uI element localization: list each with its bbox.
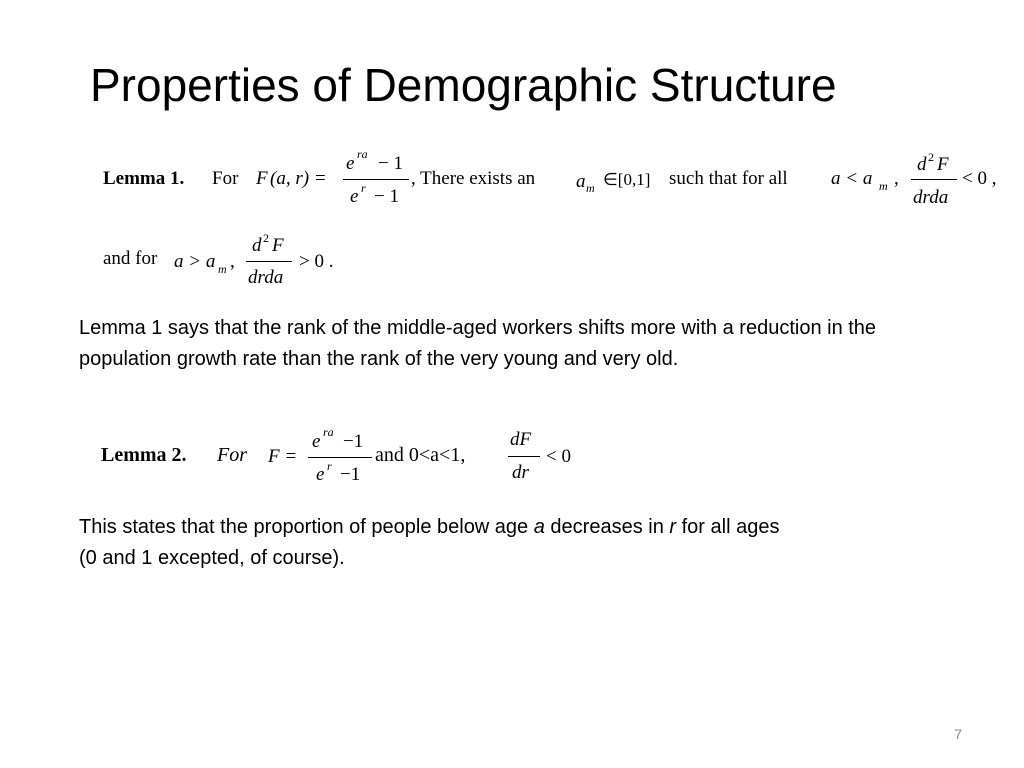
lemma1-am-sub: m (586, 181, 595, 195)
lemma1-d2F2-den: drda (248, 267, 284, 288)
lemma1-args: (a, r) = (270, 168, 327, 189)
lemma2-num-base: e (312, 431, 321, 452)
lemma1-d2F-den: drda (913, 187, 949, 208)
lemma2-explanation (79, 512, 959, 574)
lemma1-for: For (212, 168, 239, 189)
lemma2-dF-den: dr (512, 462, 529, 483)
lemma2-for: For (217, 444, 247, 466)
lemma1-such-that: such that for all (669, 168, 788, 189)
lemma1-cond1-comma: , (894, 168, 899, 189)
lemma1-frac-num-exp: ra (357, 147, 368, 161)
lemma1-cond1: a < a (831, 168, 873, 189)
lemma2-dF-bar (508, 456, 540, 457)
lemma2-label: Lemma 2. (101, 444, 187, 466)
lemma1-d2F2-d: d (252, 235, 262, 256)
lemma1-and-for: and for (103, 248, 158, 269)
lemma1-d2F-exp: 2 (928, 150, 934, 164)
lemma2-condition: and 0<a<1, (375, 444, 466, 466)
lemma2-ineq: < 0 (546, 446, 571, 467)
lemma2-explanation-a: a (533, 516, 545, 538)
lemma2-explanation-line2: (0 and 1 excepted, of course). (79, 547, 345, 569)
lemma1-explanation: Lemma 1 says that the rank of the middle-aged workers shifts more with a reduction in the population growth rate than the rank of the very young and very old. (79, 317, 877, 370)
lemma1-frac-den-exp: r (361, 181, 366, 195)
lemma1-cond2-comma: , (230, 251, 235, 272)
lemma1-am-a: a (576, 171, 586, 192)
lemma2-explanation-part3: for all ages (676, 516, 780, 538)
lemma1-frac-den-base: e (350, 186, 359, 207)
lemma1-cond1-sub: m (879, 179, 888, 193)
page-number: 7 (954, 726, 962, 742)
lemma1-ineq2: > 0 . (299, 251, 334, 272)
lemma2-explanation-r: r (669, 516, 677, 538)
lemma1-frac-num-base: e (346, 153, 355, 174)
lemma2-dF-num: dF (510, 429, 532, 450)
slide-title: Properties of Demographic Structure (90, 59, 837, 111)
lemma1-label: Lemma 1. (103, 168, 185, 189)
lemma2-fraction-bar (308, 457, 372, 458)
lemma2-den-tail: −1 (340, 464, 361, 485)
lemma1-F: F (256, 168, 268, 189)
lemma1-frac-num-tail: − 1 (378, 153, 403, 174)
lemma2-F-eq: F = (268, 446, 298, 467)
lemma2-explanation-part1: This states that the proportion of people below age (79, 516, 534, 538)
lemma1-ineq1: < 0 , (962, 168, 997, 189)
lemma2-num-exp: ra (323, 425, 334, 439)
lemma1-there-exists: , There exists an (411, 168, 536, 189)
lemma1-cond2-sub: m (218, 262, 227, 276)
lemma1-interval: ∈[0,1] (603, 170, 651, 189)
lemma2-explanation-part2: decreases in (544, 516, 670, 538)
lemma2-num-tail: −1 (343, 431, 364, 452)
lemma1-cond2: a > a (174, 251, 216, 272)
lemma2-den-base: e (316, 464, 325, 485)
lemma1-d2F-d: d (917, 154, 927, 175)
lemma1-d2F-F: F (937, 154, 949, 175)
lemma1-d2F2-exp: 2 (263, 231, 269, 245)
lemma2-den-exp: r (327, 459, 332, 473)
lemma1-d2F2-F: F (272, 235, 284, 256)
lemma1-frac-den-tail: − 1 (374, 186, 399, 207)
